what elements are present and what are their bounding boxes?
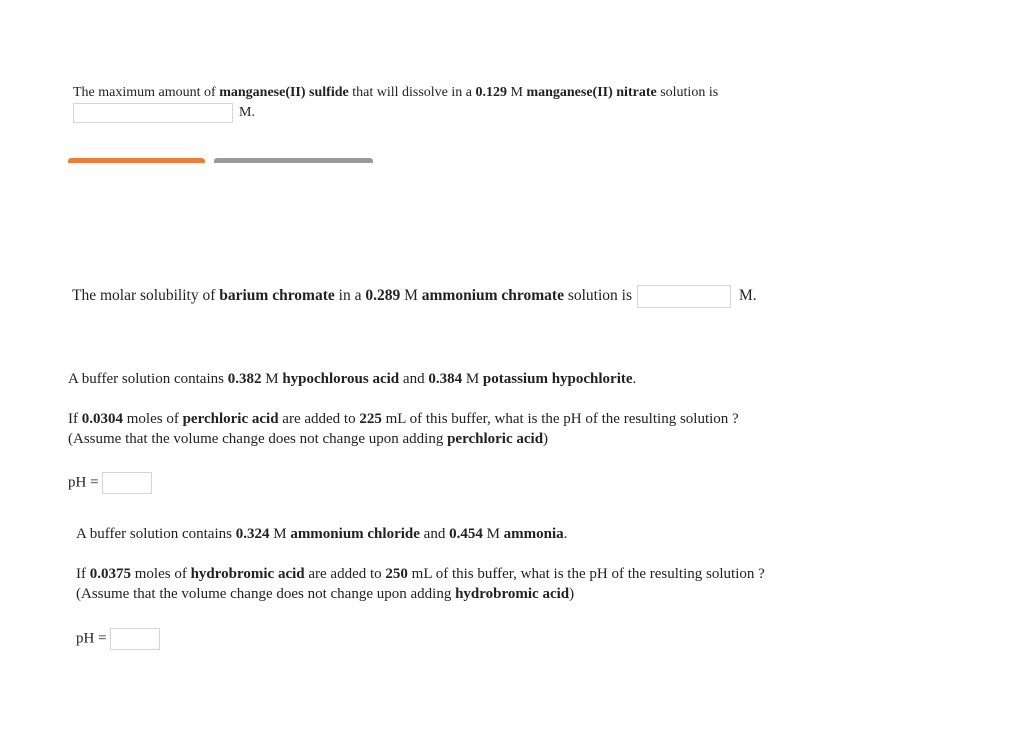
secondary-button[interactable] — [214, 158, 373, 163]
question-prompt: If 0.0375 moles of hydrobromic acid are added to 250 mL of this buffer, what is the pH of the resulting solution ? — [76, 566, 765, 582]
ph-answer-row — [76, 628, 765, 650]
ph-input-q4[interactable] — [110, 628, 160, 650]
unit-label: M. — [239, 105, 255, 121]
ph-input-q3[interactable] — [102, 472, 152, 494]
question-prompt: If 0.0304 moles of perchloric acid are added to 225 mL of this buffer, what is the pH of the resulting solution ? — [68, 411, 739, 427]
ph-label: pH = — [76, 630, 107, 647]
assumption-note: (Assume that the volume change does not change upon adding perchloric acid) — [68, 431, 549, 447]
buffer-description: A buffer solution contains 0.324 M ammonium chloride and 0.454 M ammonia. — [76, 526, 568, 542]
compound-solute: barium chromate — [219, 287, 335, 304]
question-1-text: The maximum amount of manganese(II) sulfide that will dissolve in a 0.129 M manganese(II) nitrate solution is — [73, 85, 719, 100]
buffer-description: A buffer solution contains 0.382 M hypochlorous acid and 0.384 M potassium hypochlorite. — [68, 371, 637, 387]
question-1 — [73, 83, 718, 123]
question-3 — [68, 369, 739, 494]
answer-input-q2[interactable] — [637, 285, 731, 308]
question-2 — [72, 284, 757, 308]
compound-solution: ammonium chromate — [421, 287, 564, 304]
ph-label: pH = — [68, 474, 99, 491]
concentration-value: 0.289 — [365, 287, 401, 304]
unit-label: M. — [739, 287, 757, 304]
submit-button[interactable] — [68, 158, 205, 163]
assumption-note: (Assume that the volume change does not change upon adding hydrobromic acid) — [76, 586, 575, 602]
compound-solution: manganese(II) nitrate — [526, 85, 657, 100]
answer-input-q1[interactable] — [73, 103, 233, 123]
concentration-value: 0.129 — [475, 85, 507, 100]
ph-answer-row — [68, 472, 739, 494]
question-4 — [76, 524, 765, 650]
question-2-text: The molar solubility of barium chromate in a 0.289 M ammonium chromate solution is M. — [72, 284, 757, 308]
compound-solute: manganese(II) sulfide — [219, 85, 349, 100]
